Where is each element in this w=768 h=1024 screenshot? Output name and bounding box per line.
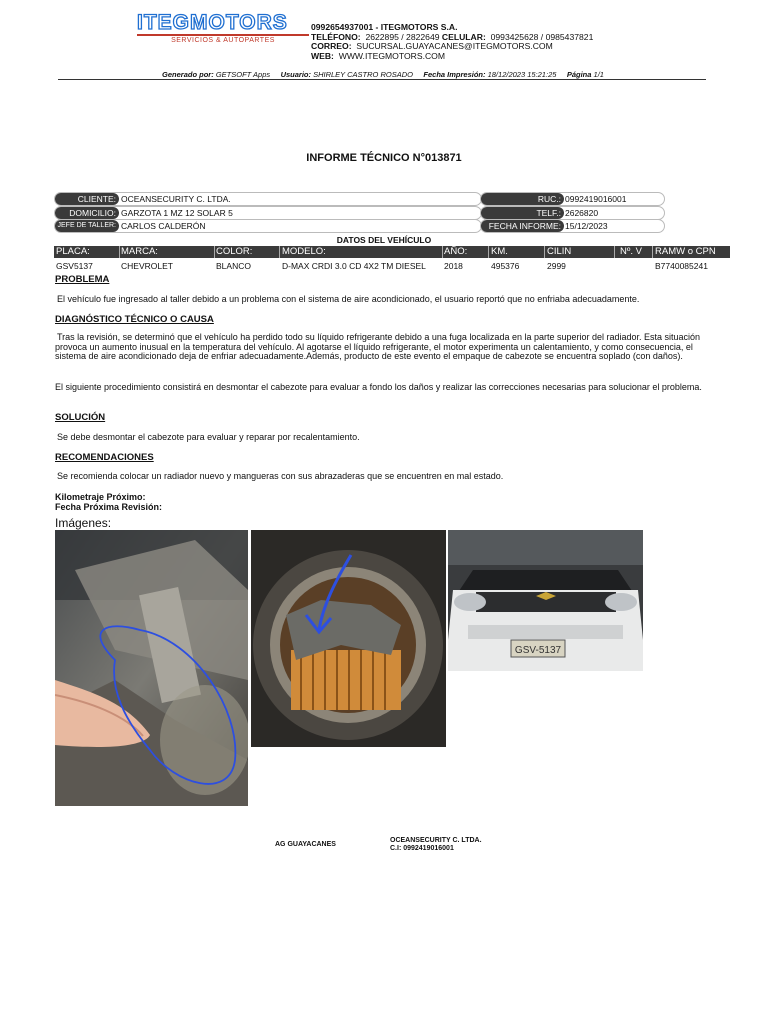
fecha-informe-label: FECHA INFORME: [481,220,564,232]
vh-header-separator [119,246,120,258]
km-proximo-label: Kilometraje Próximo: [55,492,146,502]
signature-client-ci: C.I: 0992419016001 [390,845,454,852]
vehicle-table-header [54,246,730,258]
generado-value: GETSOFT Apps [215,70,271,79]
ruc-label: RUC.: [481,193,564,205]
jefe-label: JEFE DE TALLER: [55,220,119,232]
vh-header-separator [652,246,653,258]
signature-workshop: AG GUAYACANES [275,841,336,848]
usuario-value: SHIRLEY CASTRO ROSADO [313,70,413,79]
vh-header-separator [442,246,443,258]
usuario-label: Usuario: [280,70,311,79]
vh-header-ano: AÑO: [444,246,468,257]
signature-client [390,837,482,853]
vh-value-ramw: B7740085241 [655,261,708,271]
vh-header-color: COLOR: [216,246,253,257]
logo-underline [137,34,309,36]
vh-header-ramw: RAMW o CPN [655,246,716,257]
fecha-informe-value: 15/12/2023 [565,221,608,231]
signature-client-name: OCEANSECURITY C. LTDA. [390,837,482,844]
pagina-label: Página [566,70,592,79]
cliente-label: CLIENTE: [55,193,119,205]
solucion-heading: SOLUCIÓN [55,412,106,423]
photo-truck-front [448,530,643,671]
logo-wordmark: ITEGMOTORS [137,11,288,34]
logo-subtitle: SERVICIOS & AUTOPARTES [171,37,275,44]
license-plate-text: GSV-5137 [514,645,562,656]
cliente-row [54,192,482,206]
photo-radiator-neck-image [251,530,446,747]
photo-radiator-leak-image [55,530,248,806]
diagnostico-procedure: El siguiente procedimiento consistirá en desmontar el cabezote para evaluar a fondo los daños y realizar las correcciones necesarias para solucionar el problema. [55,382,702,392]
vh-header-separator [214,246,215,258]
vh-header-separator [488,246,489,258]
domicilio-row [54,206,482,220]
vh-value-cilin: 2999 [547,261,566,271]
celular-label: CELULAR: [441,31,486,42]
telf-value: 2626820 [565,208,599,218]
fecha-revision-label: Fecha Próxima Revisión: [55,502,163,512]
telefono-label: TELÉFONO: [311,31,361,42]
fecha-impresion-label: Fecha Impresión: [423,70,486,79]
vh-value-placa: GSV5137 [56,261,93,271]
problema-text: El vehículo fue ingresado al taller debido a un problema con el sistema de aire acondicionado, el usuario reportó que no enfriaba adecuadamente. [57,294,640,304]
jefe-value: CARLOS CALDERÓN [121,221,206,231]
generado-label: Generado por: [162,70,214,79]
domicilio-value: GARZOTA 1 MZ 12 SOLAR 5 [121,208,233,218]
vh-value-color: BLANCO [216,261,251,271]
vh-header-nv: Nº. V [620,246,642,257]
vh-header-cilin: CILIN [547,246,572,257]
photo-truck-front-image [448,530,643,671]
recomendaciones-text: Se recomienda colocar un radiador nuevo y mangueras con sus abrazaderas que se encuentren en mal estado. [57,471,504,481]
domicilio-label: DOMICILIO: [55,207,119,219]
telf-row [480,206,665,220]
vh-value-modelo: D-MAX CRDI 3.0 CD 4X2 TM DIESEL [282,261,426,271]
vehicle-section-title: DATOS DEL VEHÍCULO [336,235,432,245]
vh-header-modelo: MODELO: [282,246,326,257]
telefono-value: 2622895 / 2822649 [365,31,440,42]
vh-header-placa: PLACA: [56,246,90,257]
diagnostico-text: Tras la revisión, se determinó que el vehículo ha perdido todo su líquido refrigerante debido a una fuga localizada en la parte superior del radiador. Esta situación provoca un aumento inusual en la temperatura del vehículo. Al agotarse el líquido refrigerante, el motor experimenta un calentamiento, y como consecuencia, el sistema de aire acondicionado deja de enfriar adecuadamente.Además, producto de este evento el empaque de cabezote se encuentra soplado (con daños). [55,332,701,362]
vh-header-separator [279,246,280,258]
vh-value-marca: CHEVROLET [121,261,173,271]
telf-label: TELF.: [481,207,564,219]
vehicle-table-row [54,260,730,272]
company-info [311,23,593,61]
company-logo [137,12,309,44]
photo-radiator-leak [55,530,248,806]
diagnostico-heading: DIAGNÓSTICO TÉCNICO O CAUSA [55,314,214,325]
vh-header-separator [544,246,545,258]
generated-line [60,70,706,79]
jefe-row [54,219,482,233]
celular-value: 0993425628 / 0985437821 [490,31,594,42]
photo-radiator-neck [251,530,446,747]
vh-value-ano: 2018 [444,261,463,271]
vh-header-km: KM. [491,246,508,257]
vh-header-marca: MARCA: [121,246,158,257]
solucion-text: Se debe desmontar el cabezote para evaluar y reparar por recalentamiento. [57,432,360,442]
pagina-value: 1/1 [593,70,604,79]
fecha-informe-row [480,219,665,233]
ruc-value: 0992419016001 [565,194,627,204]
problema-heading: PROBLEMA [55,274,110,285]
correo-label: CORREO: [311,41,352,52]
cliente-value: OCEANSECURITY C. LTDA. [121,194,231,204]
fecha-impresion-value: 18/12/2023 15:21:25 [487,70,557,79]
vh-header-separator [614,246,615,258]
imagenes-label: Imágenes: [55,516,112,530]
web-value: WWW.ITEGMOTORS.COM [338,50,445,61]
report-title: INFORME TÉCNICO N°013871 [306,152,462,164]
ruc-row [480,192,665,206]
vh-value-km: 495376 [491,261,520,271]
recomendaciones-heading: RECOMENDACIONES [55,452,154,463]
company-line: 0992654937001 - ITEGMOTORS S.A. [311,22,458,32]
web-label: WEB: [311,50,334,61]
header-divider [58,79,706,80]
correo-value: SUCURSAL.GUAYACANES@ITEGMOTORS.COM [356,41,553,52]
